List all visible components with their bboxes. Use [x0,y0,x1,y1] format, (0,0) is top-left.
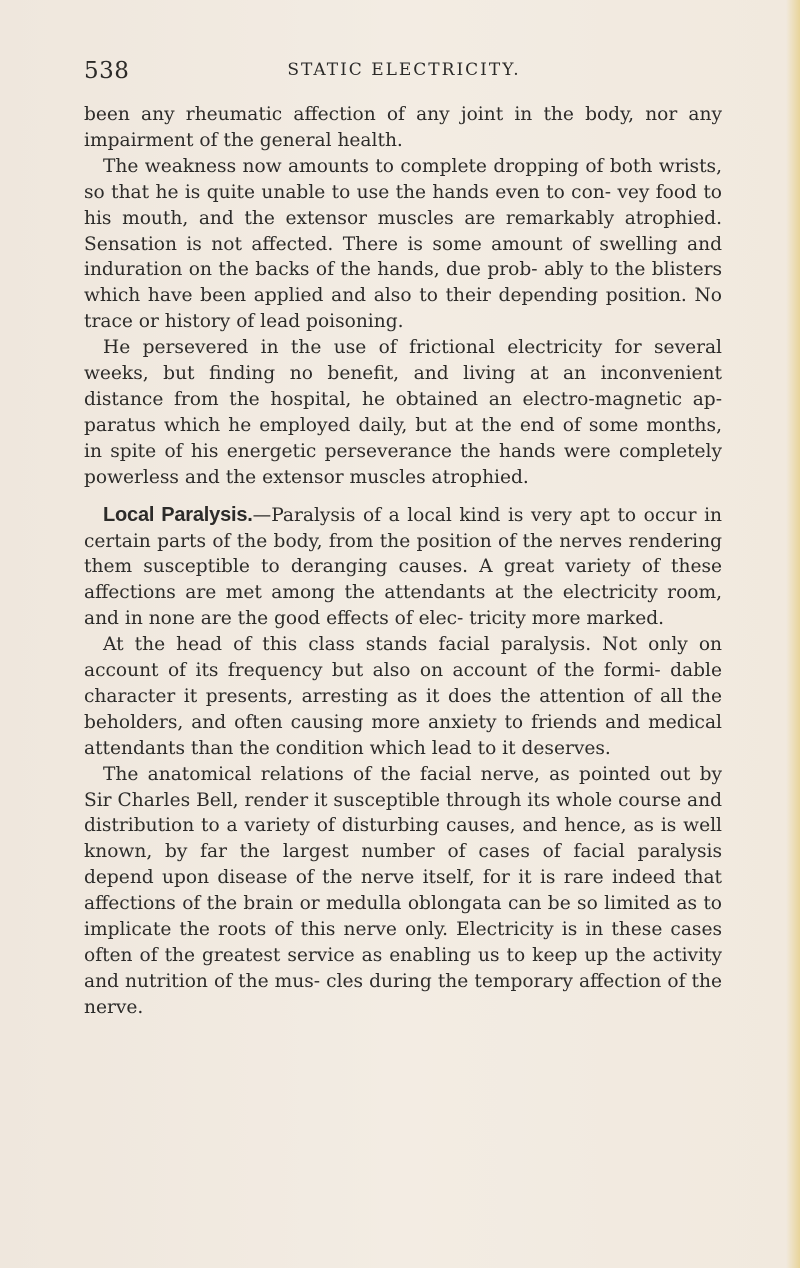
page-header [84,58,724,88]
page-edge-shadow [786,0,800,1268]
paragraph: The weakness now amounts to complete dropping of both wrists, so that he is quite unable to use the hands even to con- vey food to his mouth, and the extensor muscles are remarkably atrophied. Sensation is not affected. There is some amount of swelling and induration on the backs of the hands, due prob- ably to the blisters which have been applied and also to their depending position. No trace or history of lead poisoning. [84,155,722,333]
section-heading: Local Paralysis. [103,503,253,526]
body-text [84,102,722,1021]
paragraph: At the head of this class stands facial paralysis. Not only on account of its frequency but also on account of the formi- dable character it presents, arresting as it does the attention of all the beholders, and often causing more anxiety to friends and medical attendants than the condition which lead to it deserves. [84,634,722,759]
paragraph: The anatomical relations of the facial nerve, as pointed out by Sir Charles Bell, render it susceptible through its whole course and distribution to a variety of disturbing causes, and hence, as is well known, by far the largest number of cases of facial paralysis depend upon disease of the nerve itself, for it is rare indeed that affections of the brain or medulla oblongata can be so limited as to implicate the roots of this nerve only. Electricity is in these cases often of the greatest service as enabling us to keep up the activity and nutrition of the mus- cles during the temporary affection of the nerve. [84,763,722,1018]
page-number: 538 [84,58,130,84]
paragraph-continued: been any rheumatic affection of any joint in the body, nor any impairment of the general health. [84,104,722,151]
section-lead-text: —Paralysis of a local kind is very apt to occur in certain parts of the body, from the position of the nerves rendering them susceptible to deranging causes. A great variety of these affections are met among the attendants at the electricity room, and in none are the good effects of elec- tricity more marked. [84,504,722,630]
section-gap [84,491,722,503]
section-lead-paragraph [84,503,722,633]
paragraph: He persevered in the use of frictional electricity for several weeks, but finding no benefit, and living at an inconvenient distance from the hospital, he obtained an electro-magnetic ap- paratus which he employed daily, but at the end of some months, in spite of his energetic perseverance the hands were completely powerless and the extensor muscles atrophied. [84,337,722,488]
running-head: STATIC ELECTRICITY. [287,60,521,80]
